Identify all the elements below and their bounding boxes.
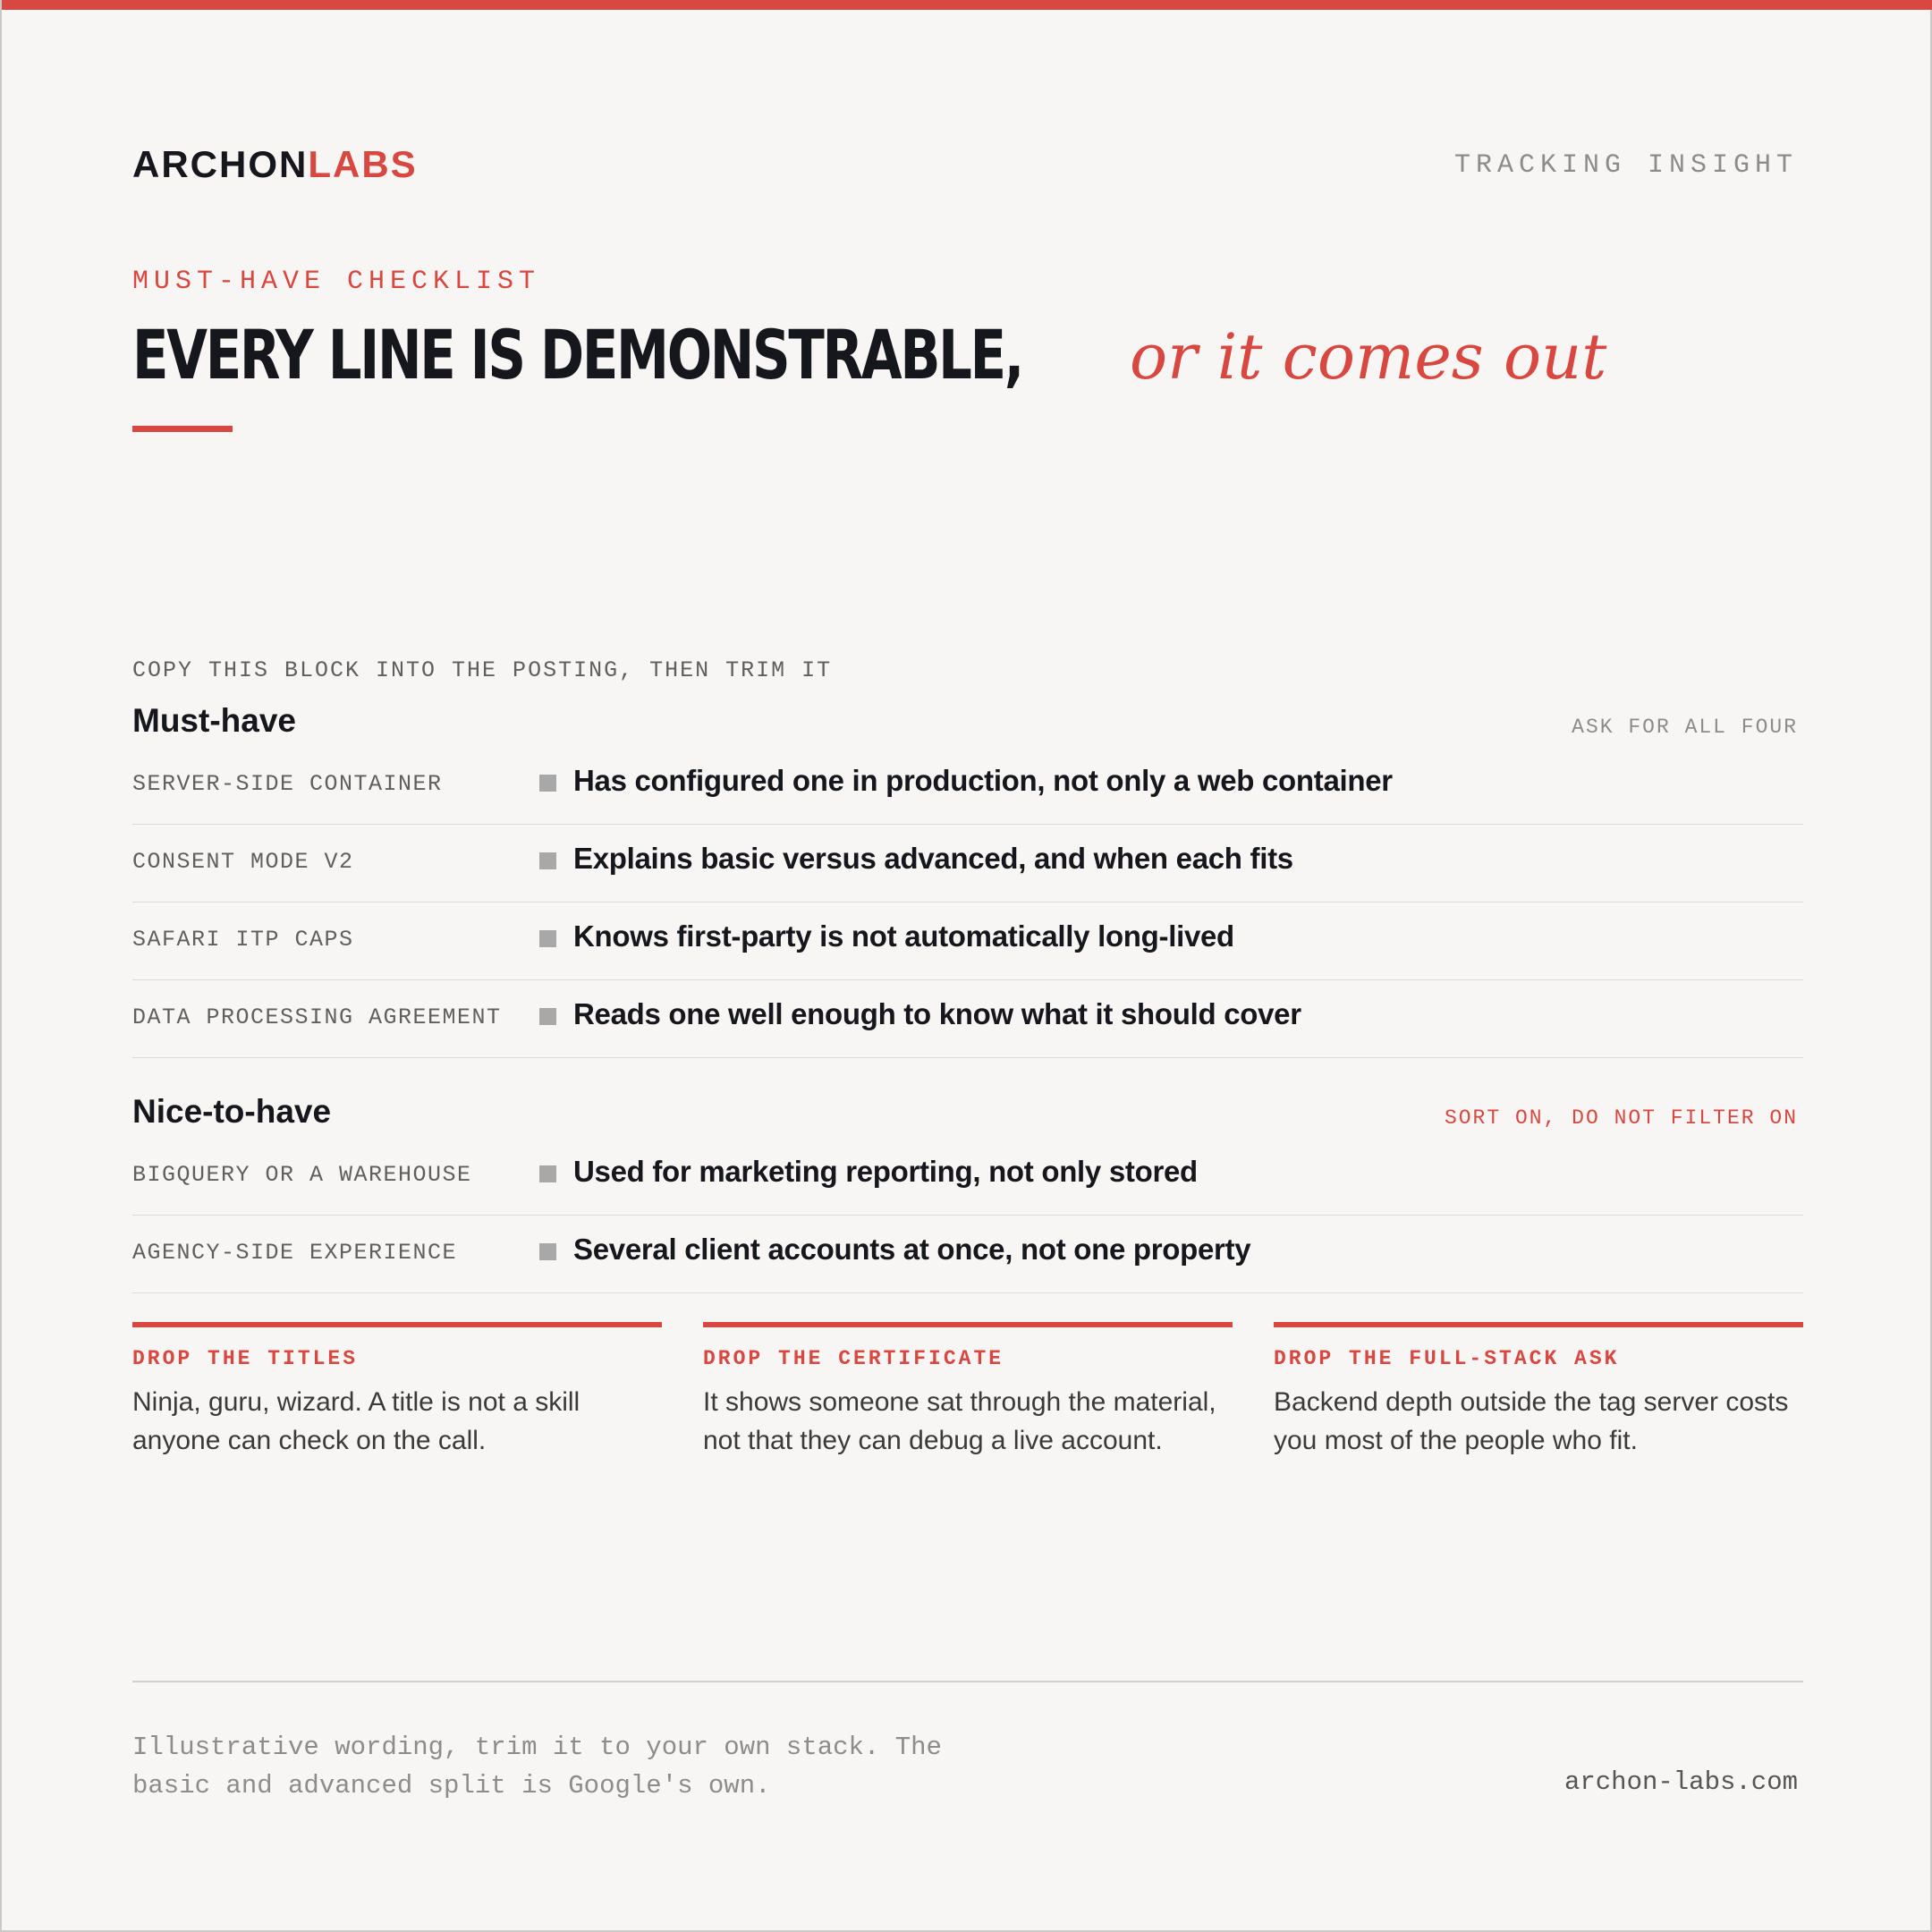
square-bullet-icon bbox=[539, 1243, 556, 1260]
drop-card-certificate bbox=[703, 1322, 1233, 1460]
square-bullet-icon bbox=[539, 930, 556, 947]
checklist-row bbox=[132, 1137, 1803, 1216]
square-bullet-icon bbox=[539, 1008, 556, 1025]
copy-note: COPY THIS BLOCK INTO THE POSTING, THEN TRIM IT bbox=[132, 657, 833, 683]
footer-url[interactable]: archon-labs.com bbox=[1563, 1767, 1798, 1797]
hero-headline bbox=[132, 315, 1606, 394]
row-label: AGENCY-SIDE EXPERIENCE bbox=[132, 1240, 458, 1266]
row-label: BIGQUERY OR A WAREHOUSE bbox=[132, 1162, 472, 1188]
drop-card-full-stack bbox=[1274, 1322, 1803, 1460]
drop-card-title: DROP THE TITLES bbox=[132, 1347, 359, 1370]
hero-eyebrow: MUST-HAVE CHECKLIST bbox=[132, 267, 541, 297]
row-text: Used for marketing reporting, not only stored bbox=[573, 1155, 1198, 1188]
square-bullet-icon bbox=[539, 852, 556, 869]
row-text: Explains basic versus advanced, and when each fits bbox=[573, 842, 1293, 875]
headline-italic: or it comes out bbox=[1130, 320, 1607, 394]
checklist-row bbox=[132, 746, 1803, 825]
row-label: SAFARI ITP CAPS bbox=[132, 927, 354, 953]
footer-divider bbox=[132, 1681, 1803, 1682]
drop-card-accent-bar bbox=[132, 1322, 662, 1327]
row-text: Has configured one in production, not only a web container bbox=[573, 764, 1393, 797]
drop-card-accent-bar bbox=[1274, 1322, 1803, 1327]
checklist-row bbox=[132, 824, 1803, 902]
checklist-row bbox=[132, 1215, 1803, 1293]
checklist-row bbox=[132, 979, 1803, 1058]
drop-card-body: Backend depth outside the tag server costs you most of the people who fit. bbox=[1274, 1387, 1789, 1455]
brand-primary: ARCHON bbox=[132, 143, 309, 185]
square-bullet-icon bbox=[539, 775, 556, 792]
must-have-title: Must-have bbox=[132, 702, 296, 739]
row-text: Knows first-party is not automatically long-lived bbox=[573, 919, 1234, 953]
square-bullet-icon bbox=[539, 1165, 556, 1182]
headline-accent-rule bbox=[132, 426, 233, 432]
row-text: Several client accounts at once, not one property bbox=[573, 1233, 1251, 1266]
row-label: CONSENT MODE V2 bbox=[132, 849, 354, 875]
nice-to-have-note: SORT ON, DO NOT FILTER ON bbox=[1444, 1106, 1798, 1130]
row-label: SERVER-SIDE CONTAINER bbox=[132, 771, 443, 797]
brand-logo bbox=[132, 143, 418, 186]
row-text: Reads one well enough to know what it should cover bbox=[573, 997, 1301, 1030]
nice-to-have-title: Nice-to-have bbox=[132, 1093, 332, 1130]
drop-card-body: Ninja, guru, wizard. A title is not a skill anyone can check on the call. bbox=[132, 1387, 580, 1455]
top-accent-bar bbox=[2, 0, 1932, 10]
brand-accent: LABS bbox=[308, 143, 418, 185]
drop-card-title: DROP THE CERTIFICATE bbox=[703, 1347, 1004, 1370]
drop-card-title: DROP THE FULL-STACK ASK bbox=[1274, 1347, 1620, 1370]
drop-card-titles bbox=[132, 1322, 662, 1460]
headline-bold: EVERY LINE IS DEMONSTRABLE, bbox=[132, 315, 1022, 394]
drop-card-body: It shows someone sat through the material, not that they can debug a live account. bbox=[703, 1387, 1216, 1455]
checklist-row bbox=[132, 902, 1803, 980]
must-have-note: ASK FOR ALL FOUR bbox=[1572, 716, 1798, 739]
footer-note: Illustrative wording, trim it to your own stack. The basic and advanced split is Google's own. bbox=[132, 1733, 942, 1801]
drop-card-accent-bar bbox=[703, 1322, 1233, 1327]
header-kicker: TRACKING INSIGHT bbox=[1453, 150, 1798, 181]
row-label: DATA PROCESSING AGREEMENT bbox=[132, 1004, 502, 1030]
